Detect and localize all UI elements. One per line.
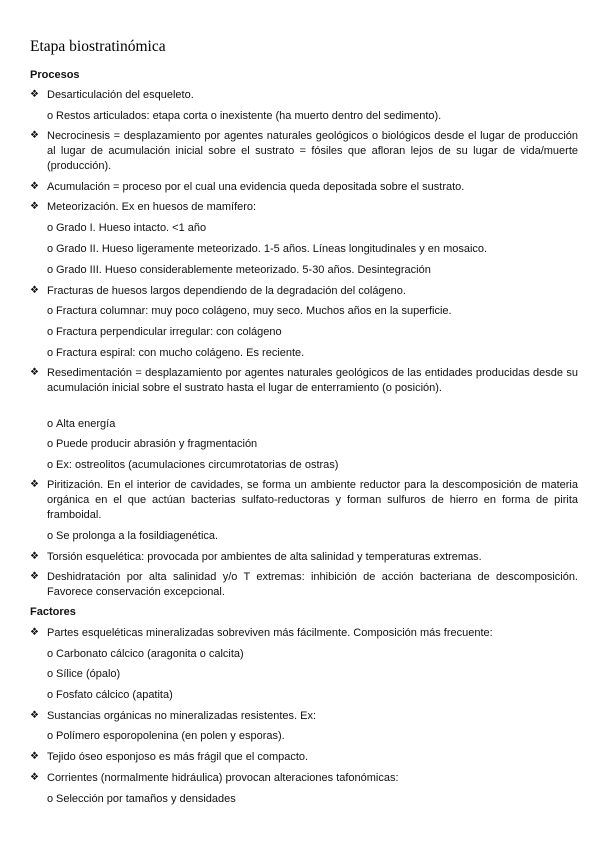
list-item: ❖ Resedimentación = desplazamiento por agentes naturales geológicos de las entidades producidas desde su acumulación inicial sobre el sustrato hasta el lugar de enterramiento (o posición). (30, 367, 578, 394)
circle-bullet-icon: o (47, 689, 54, 701)
section-heading-factores: Factores (30, 606, 76, 618)
sub-list-item: o Fosfato cálcico (apatita) (47, 689, 173, 701)
list-item: ❖ Meteorización. Ex en huesos de mamífero: (30, 201, 257, 213)
circle-bullet-icon: o (47, 326, 54, 338)
circle-bullet-icon: o (47, 347, 54, 359)
list-item: ❖ Tejido óseo esponjoso es más frágil que el compacto. (30, 751, 309, 763)
list-item: ❖ Desarticulación del esqueleto. (30, 89, 194, 101)
diamond-bullet-icon: ❖ (30, 772, 39, 783)
sub-list-item: o Polímero esporopolenina (en polen y esporas). (47, 730, 285, 742)
circle-bullet-icon: o (47, 305, 54, 317)
sub-list-item: o Selección por tamaños y densidades (47, 793, 236, 805)
circle-bullet-icon: o (47, 730, 54, 742)
circle-bullet-icon: o (47, 530, 54, 542)
section-heading-procesos: Procesos (30, 69, 80, 81)
list-item: ❖ Partes esqueléticas mineralizadas sobreviven más fácilmente. Composición más frecuente: (30, 627, 493, 639)
sub-list-item: o Se prolonga a la fosildiagenética. (47, 530, 219, 542)
circle-bullet-icon: o (47, 264, 54, 276)
diamond-bullet-icon: ❖ (30, 551, 39, 562)
sub-list-item: o Puede producir abrasión y fragmentación (47, 438, 258, 450)
sub-list-item: o Grado III. Hueso considerablemente meteorizado. 5-30 años. Desintegración (47, 264, 431, 276)
sub-list-item: o Carbonato cálcico (aragonita o calcita) (47, 648, 244, 660)
sub-list-item: o Fractura perpendicular irregular: con colágeno (47, 326, 282, 338)
diamond-bullet-icon: ❖ (30, 571, 39, 582)
sub-list-item: o Sílice (ópalo) (47, 668, 121, 680)
list-item: ❖ Piritización. En el interior de cavidades, se forma un ambiente reductor para la descomposición de materia orgánica en el que actúan bacterias sulfato-reductoras y forman sulfuros de hierro en forma de pirita framboidal. (30, 479, 578, 521)
sub-list-item: o Restos articulados: etapa corta o inexistente (ha muerto dentro del sedimento). (47, 110, 442, 122)
sub-list-item: o Grado I. Hueso intacto. <1 año (47, 222, 207, 234)
diamond-bullet-icon: ❖ (30, 479, 39, 490)
diamond-bullet-icon: ❖ (30, 130, 39, 141)
circle-bullet-icon: o (47, 648, 54, 660)
list-item: ❖ Torsión esquelética: provocada por ambientes de alta salinidad y temperaturas extremas. (30, 551, 482, 563)
sub-list-item: o Ex: ostreolitos (acumulaciones circumrotatorias de ostras) (47, 459, 339, 471)
list-item: ❖ Corrientes (normalmente hidráulica) provocan alteraciones tafonómicas: (30, 772, 399, 784)
sub-list-item: o Fractura columnar: muy poco colágeno, muy seco. Muchos años en la superficie. (47, 305, 452, 317)
list-item: ❖ Sustancias orgánicas no mineralizadas resistentes. Ex: (30, 710, 317, 722)
circle-bullet-icon: o (47, 668, 54, 680)
circle-bullet-icon: o (47, 110, 54, 122)
diamond-bullet-icon: ❖ (30, 285, 39, 296)
diamond-bullet-icon: ❖ (30, 710, 39, 721)
diamond-bullet-icon: ❖ (30, 181, 39, 192)
diamond-bullet-icon: ❖ (30, 201, 39, 212)
diamond-bullet-icon: ❖ (30, 367, 39, 378)
sub-list-item: o Grado II. Hueso ligeramente meteorizado. 1-5 años. Líneas longitudinales y en mosaico. (47, 243, 488, 255)
circle-bullet-icon: o (47, 793, 54, 805)
sub-list-item: o Fractura espiral: con mucho colágeno. Es reciente. (47, 347, 305, 359)
list-item: ❖ Acumulación = proceso por el cual una evidencia queda depositada sobre el sustrato. (30, 181, 465, 193)
diamond-bullet-icon: ❖ (30, 627, 39, 638)
circle-bullet-icon: o (47, 418, 54, 430)
document-title: Etapa biostratinómica (30, 38, 166, 55)
circle-bullet-icon: o (47, 459, 54, 471)
circle-bullet-icon: o (47, 222, 54, 234)
diamond-bullet-icon: ❖ (30, 751, 39, 762)
diamond-bullet-icon: ❖ (30, 89, 39, 100)
list-item: ❖ Necrocinesis = desplazamiento por agentes naturales geológicos o biológicos desde el lugar de producción al lugar de acumulación inicial sobre el sustrato = fósiles que afloran lejos de su lugar de vida/muerte (producción). (30, 130, 578, 172)
sub-list-item: o Alta energía (47, 418, 116, 430)
circle-bullet-icon: o (47, 438, 54, 450)
circle-bullet-icon: o (47, 243, 54, 255)
list-item: ❖ Deshidratación por alta salinidad y/o T extremas: inhibición de acción bacteriana de descomposición. Favorece conservación excepcional. (30, 571, 578, 598)
list-item: ❖ Fracturas de huesos largos dependiendo de la degradación del colágeno. (30, 285, 406, 297)
